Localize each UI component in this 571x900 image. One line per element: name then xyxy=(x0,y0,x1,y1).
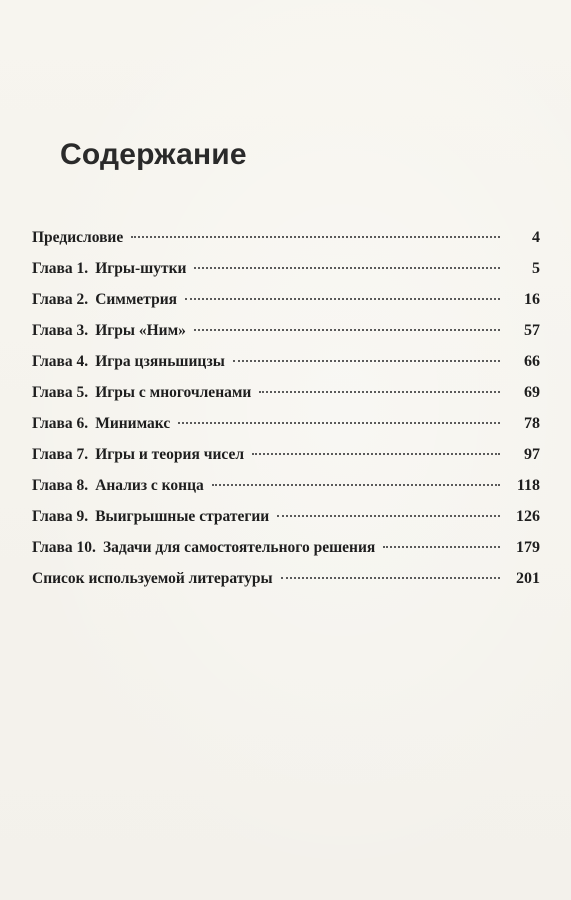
toc-entry-page: 97 xyxy=(524,446,540,463)
toc-entry-chapter-5[interactable] xyxy=(32,384,540,415)
toc-entry-label xyxy=(32,322,186,340)
toc-entry-label xyxy=(32,291,177,309)
toc-entry-chapter-8[interactable] xyxy=(32,477,540,508)
toc-entry-chapter: Глава 6. xyxy=(32,415,89,432)
toc-entry-label xyxy=(32,477,204,495)
dot-leader xyxy=(383,546,500,548)
toc-entry-chapter-9[interactable] xyxy=(32,508,540,539)
toc-entry-label xyxy=(32,415,170,433)
toc-entry-page: 57 xyxy=(524,322,540,339)
dot-leader xyxy=(194,329,500,331)
toc-entry-title: Игры с многочленами xyxy=(95,384,252,401)
toc-entry-chapter: Глава 3. xyxy=(32,322,89,339)
toc-entry-chapter: Глава 5. xyxy=(32,384,89,401)
dot-leader xyxy=(194,267,500,269)
toc-entry-chapter: Глава 9. xyxy=(32,508,89,525)
toc-entry-page: 118 xyxy=(516,477,540,494)
toc-entry-title: Игры и теория чисел xyxy=(95,446,245,463)
toc-entry-chapter: Глава 4. xyxy=(32,353,89,370)
toc-entry-label xyxy=(32,260,186,278)
dot-leader xyxy=(277,515,500,517)
toc-entry-chapter-4[interactable] xyxy=(32,353,540,384)
toc-entry-title: Предисловие xyxy=(32,229,124,246)
toc-entry-chapter-1[interactable] xyxy=(32,260,540,291)
toc-entry-title: Симметрия xyxy=(95,291,178,308)
dot-leader xyxy=(178,422,500,424)
toc-entry-title: Игры «Ним» xyxy=(95,322,186,339)
toc-entry-page: 78 xyxy=(524,415,540,432)
page-title: Содержание xyxy=(60,138,247,171)
toc-entry-title: Минимакс xyxy=(95,415,171,432)
toc-entry-chapter-2[interactable] xyxy=(32,291,540,322)
toc-entry-title: Список используемой литературы xyxy=(32,570,273,587)
toc-entry-page: 4 xyxy=(532,229,540,246)
toc-entry-chapter: Глава 1. xyxy=(32,260,89,277)
toc-entry-label xyxy=(32,446,244,464)
toc-entry-page: 126 xyxy=(516,508,540,525)
toc-entry-chapter-6[interactable] xyxy=(32,415,540,446)
toc-entry-chapter-10[interactable] xyxy=(32,539,540,570)
toc-entry-page: 69 xyxy=(524,384,540,401)
toc-entry-title: Анализ с конца xyxy=(95,477,204,494)
toc-entry-title: Задачи для самостоятельного решения xyxy=(102,539,376,556)
toc-entry-chapter-3[interactable] xyxy=(32,322,540,353)
toc-entry-label xyxy=(32,539,375,557)
toc-entry-label xyxy=(32,353,225,371)
dot-leader xyxy=(259,391,500,393)
toc-entry-title: Выигрышные стратегии xyxy=(95,508,270,525)
toc-entry-page: 16 xyxy=(524,291,540,308)
dot-leader xyxy=(212,484,500,486)
dot-leader xyxy=(281,577,500,579)
toc-entry-chapter-7[interactable] xyxy=(32,446,540,477)
toc-entry-page: 201 xyxy=(516,570,540,587)
dot-leader xyxy=(185,298,500,300)
toc-entry-preface[interactable] xyxy=(32,229,540,260)
dot-leader xyxy=(131,236,500,238)
toc-entry-label xyxy=(32,229,123,247)
dot-leader xyxy=(252,453,500,455)
toc-entry-page: 179 xyxy=(516,539,540,556)
toc-entry-title: Игра цзяньшицзы xyxy=(95,353,225,370)
toc-entry-chapter: Глава 7. xyxy=(32,446,89,463)
toc-entry-page: 66 xyxy=(524,353,540,370)
toc-entry-references[interactable] xyxy=(32,570,540,601)
toc-entry-chapter: Глава 8. xyxy=(32,477,89,494)
dot-leader xyxy=(233,360,500,362)
toc-entry-page: 5 xyxy=(532,260,540,277)
toc-entry-label xyxy=(32,570,273,588)
table-of-contents xyxy=(32,229,540,601)
toc-entry-label xyxy=(32,384,251,402)
toc-entry-chapter: Глава 10. xyxy=(32,539,96,556)
toc-entry-title: Игры-шутки xyxy=(95,260,187,277)
toc-entry-chapter: Глава 2. xyxy=(32,291,89,308)
toc-entry-label xyxy=(32,508,269,526)
